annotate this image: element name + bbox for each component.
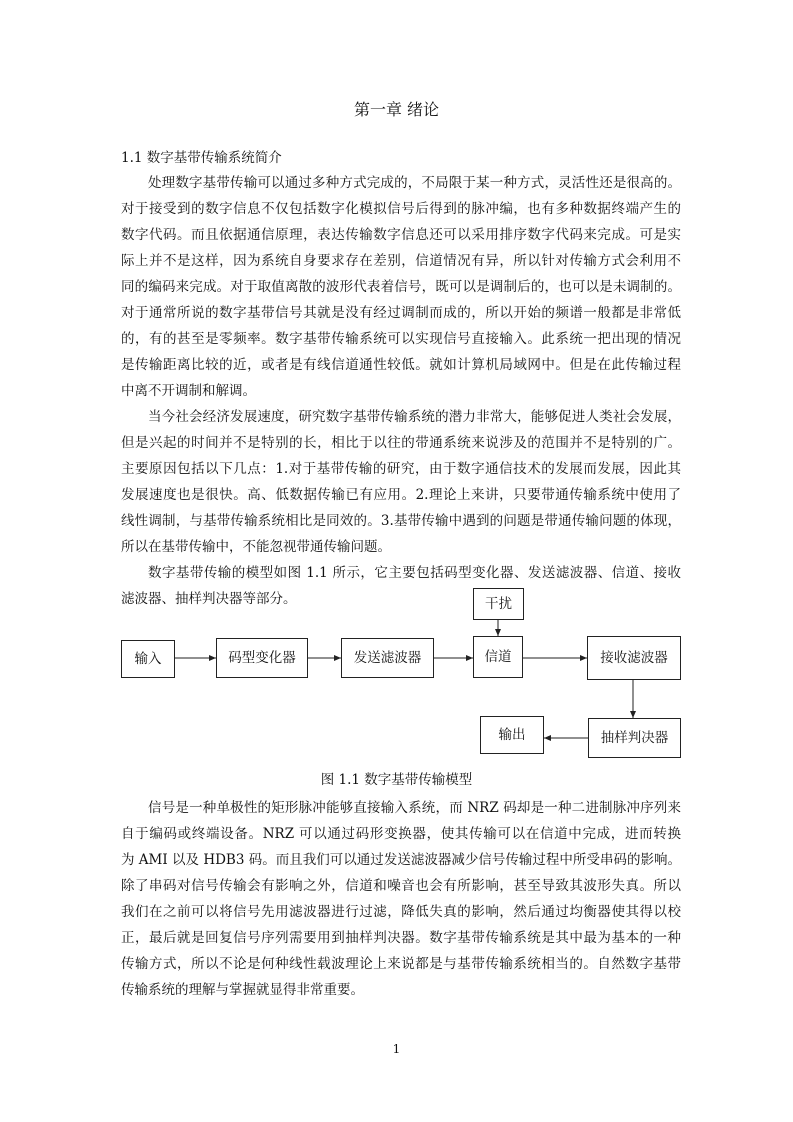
paragraph-line: 滤波器、抽样判决器等部分。 xyxy=(121,591,297,607)
paragraph-line: 我们在之前可以将信号先用滤波器进行过滤，降低失真的影响，然后通过均衡器使其得以校 xyxy=(121,904,681,920)
page-number: 1 xyxy=(392,1042,401,1056)
paragraph-line: 线性调制，与基带传输系统相比是同效的。3.基带传输中遇到的问题是带通传输问题的体现， xyxy=(121,513,681,529)
paragraph-line: 正，最后就是回复信号序列需要用到抽样判决器。数字基带传输系统是其中最为基本的一种 xyxy=(121,930,681,946)
paragraph-line: 中离不开调制和解调。 xyxy=(121,383,256,399)
paragraph-line: 信号是一种单极性的矩形脉冲能够直接输入系统，而 NRZ 码却是一种二进制脉冲序列来 xyxy=(148,800,681,816)
paragraph-line: 为 AMI 以及 HDB3 码。而且我们可以通过发送滤波器减少信号传输过程中所受串码的影响。 xyxy=(121,852,681,868)
chapter-title: 第一章 绪论 xyxy=(353,100,440,119)
section-heading: 1.1 数字基带传输系统简介 xyxy=(121,150,282,166)
paragraph-line: 的，有的甚至是零频率。数字基带传输系统可以实现信号直接输入。此系统一把出现的情况 xyxy=(121,331,681,347)
paragraph-line: 发展速度也是很快。高、低数据传输已有应用。2.理论上来讲，只要带通传输系统中使用了 xyxy=(121,487,681,503)
paragraph-line: 数字代码。而且依据通信原理，表达传输数字信息还可以采用排序数字代码来完成。可是实 xyxy=(121,227,681,243)
paragraph-line: 处理数字基带传输可以通过多种方式完成的，不局限于某一种方式，灵活性还是很高的。 xyxy=(148,175,681,191)
sampler-block: 抽样判决器 xyxy=(588,718,681,758)
paragraph-line: 当今社会经济发展速度，研究数字基带传输系统的潜力非常大，能够促进人类社会发展， xyxy=(148,409,681,425)
paragraph-line: 对于接受到的数字信息不仅包括数字化模拟信号后得到的脉冲编，也有多种数据终端产生的 xyxy=(121,201,681,217)
paragraph-line: 同的编码来完成。对于取值离散的波形代表着信号，既可以是调制后的，也可以是未调制的。 xyxy=(121,279,681,295)
figure-caption: 图 1.1 数字基带传输模型 xyxy=(320,772,473,788)
paragraph-line: 除了串码对信号传输会有影响之外，信道和噪音也会有所影响，甚至导致其波形失真。所以 xyxy=(121,878,681,894)
output-block: 输出 xyxy=(480,716,544,754)
paragraph-line: 数字基带传输的模型如图 1.1 所示，它主要包括码型变化器、发送滤波器、信道、接收 xyxy=(148,565,681,581)
tx-filter-block: 发送滤波器 xyxy=(341,638,434,678)
input-block: 输入 xyxy=(121,640,175,678)
paragraph-4 xyxy=(121,795,681,1003)
paragraph-3 xyxy=(121,560,681,612)
paragraph-line: 所以在基带传输中，不能忽视带通传输问题。 xyxy=(121,539,391,555)
paragraph-1 xyxy=(121,170,681,404)
encoder-block: 码型变化器 xyxy=(216,638,308,678)
paragraph-2 xyxy=(121,404,681,560)
paragraph-line: 传输方式，所以不论是何种线性载波理论上来说都是与基带传输系统相当的。自然数字基带 xyxy=(121,956,681,972)
paragraph-line: 际上并不是这样，因为系统自身要求存在差别，信道情况有异，所以针对传输方式会利用不 xyxy=(121,253,681,269)
paragraph-line: 但是兴起的时间并不是特别的长，相比于以往的带通系统来说涉及的范围并不是特别的广。 xyxy=(121,435,681,451)
paragraph-line: 是传输距离比较的近，或者是有线信道通性较低。就如计算机局域网中。但是在此传输过程 xyxy=(121,357,681,373)
rx-filter-block: 接收滤波器 xyxy=(587,636,681,680)
paragraph-line: 主要原因包括以下几点：1.对于基带传输的研究，由于数字通信技术的发展而发展，因此其 xyxy=(121,461,681,477)
channel-block: 信道 xyxy=(473,636,523,678)
paragraph-line: 自于编码或终端设备。NRZ 可以通过码形变换器，使其传输可以在信道中完成，进而转换 xyxy=(121,826,681,842)
paragraph-line: 传输系统的理解与掌握就显得非常重要。 xyxy=(121,982,364,998)
paragraph-line: 对于通常所说的数字基带信号其就是没有经过调制而成的，所以开始的频谱一般都是非常低 xyxy=(121,305,681,321)
noise-block: 干扰 xyxy=(473,588,524,620)
